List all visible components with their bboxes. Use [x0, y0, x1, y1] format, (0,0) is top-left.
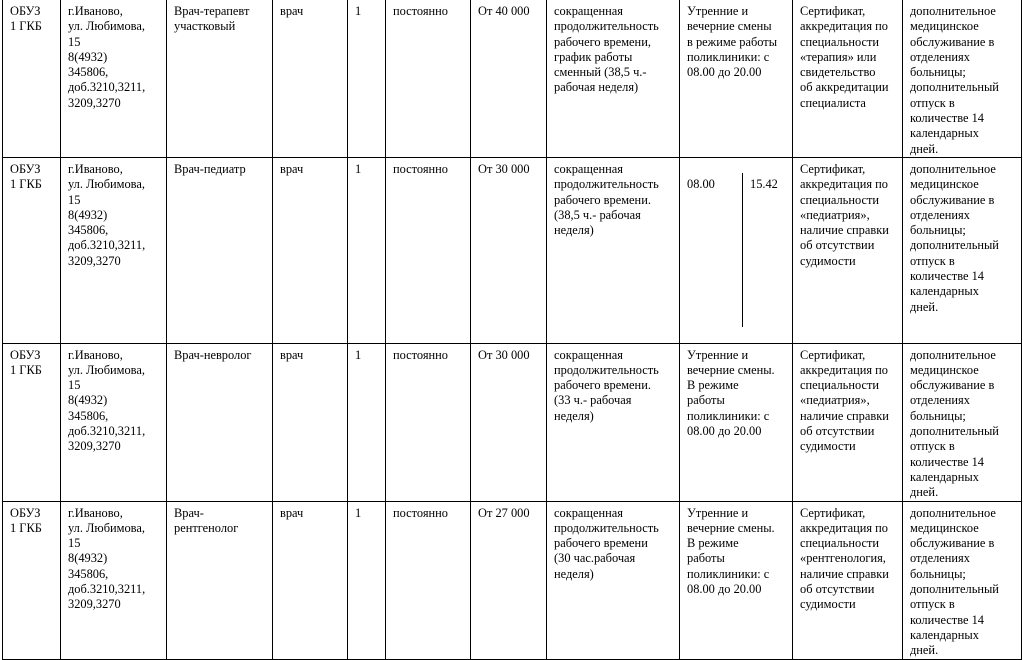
work-mode-cell: сокращенная продолжительность рабочего времени. (33 ч.- рабочая неделя)	[547, 343, 680, 501]
count-cell: 1	[348, 343, 386, 501]
requirements-cell: Сертификат, аккредитация по специальности «педиатрия», наличие справки об отсутствии судимости	[793, 343, 903, 501]
work-hours-cell: Утренние и вечерние смены. В режиме работы поликлиники: с 08.00 до 20.00	[680, 501, 793, 659]
salary-cell: От 40 000	[471, 0, 547, 157]
salary-cell: От 30 000	[471, 343, 547, 501]
org-cell: ОБУЗ 1 ГКБ	[3, 343, 61, 501]
position-cell: Врач-терапевт участковый	[167, 0, 273, 157]
org-cell: ОБУЗ 1 ГКБ	[3, 0, 61, 157]
work-mode-cell: сокращенная продолжительность рабочего времени, график работы сменный (38,5 ч.- рабочая неделя)	[547, 0, 680, 157]
requirements-cell: Сертификат, аккредитация по специальности «терапия» или свидетельство об аккредитации специалиста	[793, 0, 903, 157]
table-row	[3, 343, 1022, 501]
work-hours-cell: Утренние и вечерние смены в режиме работы поликлиники: с 08.00 до 20.00	[680, 0, 793, 157]
position-cell: Врач-невролог	[167, 343, 273, 501]
work-hours-cell: Утренние и вечерние смены. В режиме работы поликлиники: с 08.00 до 20.00	[680, 343, 793, 501]
org-cell: ОБУЗ 1 ГКБ	[3, 157, 61, 343]
category-cell: врач	[273, 0, 348, 157]
table-row	[3, 157, 1022, 343]
requirements-cell: Сертификат, аккредитация по специальности «рентгенология, наличие справки об отсутствии судимости	[793, 501, 903, 659]
address-cell: г.Иваново, ул. Любимова, 15 8(4932) 345806, доб.3210,3211, 3209,3270	[61, 501, 167, 659]
count-cell: 1	[348, 0, 386, 157]
work-mode-cell: сокращенная продолжительность рабочего времени. (38,5 ч.- рабочая неделя)	[547, 157, 680, 343]
work-hours-split	[680, 173, 792, 327]
address-cell: г.Иваново, ул. Любимова, 15 8(4932) 345806, доб.3210,3211, 3209,3270	[61, 0, 167, 157]
count-cell: 1	[348, 501, 386, 659]
work-hours-cell	[680, 157, 793, 343]
address-cell: г.Иваново, ул. Любимова, 15 8(4932) 345806, доб.3210,3211, 3209,3270	[61, 343, 167, 501]
work-mode-cell: сокращенная продолжительность рабочего времени (30 час.рабочая неделя)	[547, 501, 680, 659]
vacancy-table	[2, 0, 1022, 660]
address-cell: г.Иваново, ул. Любимова, 15 8(4932) 345806, доб.3210,3211, 3209,3270	[61, 157, 167, 343]
org-cell: ОБУЗ 1 ГКБ	[3, 501, 61, 659]
position-cell: Врач-педиатр	[167, 157, 273, 343]
benefits-cell: дополнительное медицинское обслуживание в отделениях больницы; дополнительный отпуск в количестве 14 календарных дней.	[903, 501, 1022, 659]
requirements-cell: Сертификат, аккредитация по специальности «педиатрия», наличие справки об отсутствии судимости	[793, 157, 903, 343]
employment-type-cell: постоянно	[386, 0, 471, 157]
benefits-cell: дополнительное медицинское обслуживание в отделениях больницы; дополнительный отпуск в количестве 14 календарных дней.	[903, 343, 1022, 501]
category-cell: врач	[273, 157, 348, 343]
employment-type-cell: постоянно	[386, 157, 471, 343]
table-row	[3, 0, 1022, 157]
table-row	[3, 501, 1022, 659]
position-cell: Врач- рентгенолог	[167, 501, 273, 659]
salary-cell: От 27 000	[471, 501, 547, 659]
employment-type-cell: постоянно	[386, 501, 471, 659]
hours-start: 08.00	[680, 173, 743, 327]
benefits-cell: дополнительное медицинское обслуживание в отделениях больницы; дополнительный отпуск в количестве 14 календарных дней.	[903, 157, 1022, 343]
category-cell: врач	[273, 501, 348, 659]
count-cell: 1	[348, 157, 386, 343]
hours-end: 15.42	[750, 177, 778, 192]
salary-cell: От 30 000	[471, 157, 547, 343]
benefits-cell: дополнительное медицинское обслуживание в отделениях больницы; дополнительный отпуск в количестве 14 календарных дней.	[903, 0, 1022, 157]
category-cell: врач	[273, 343, 348, 501]
employment-type-cell: постоянно	[386, 343, 471, 501]
